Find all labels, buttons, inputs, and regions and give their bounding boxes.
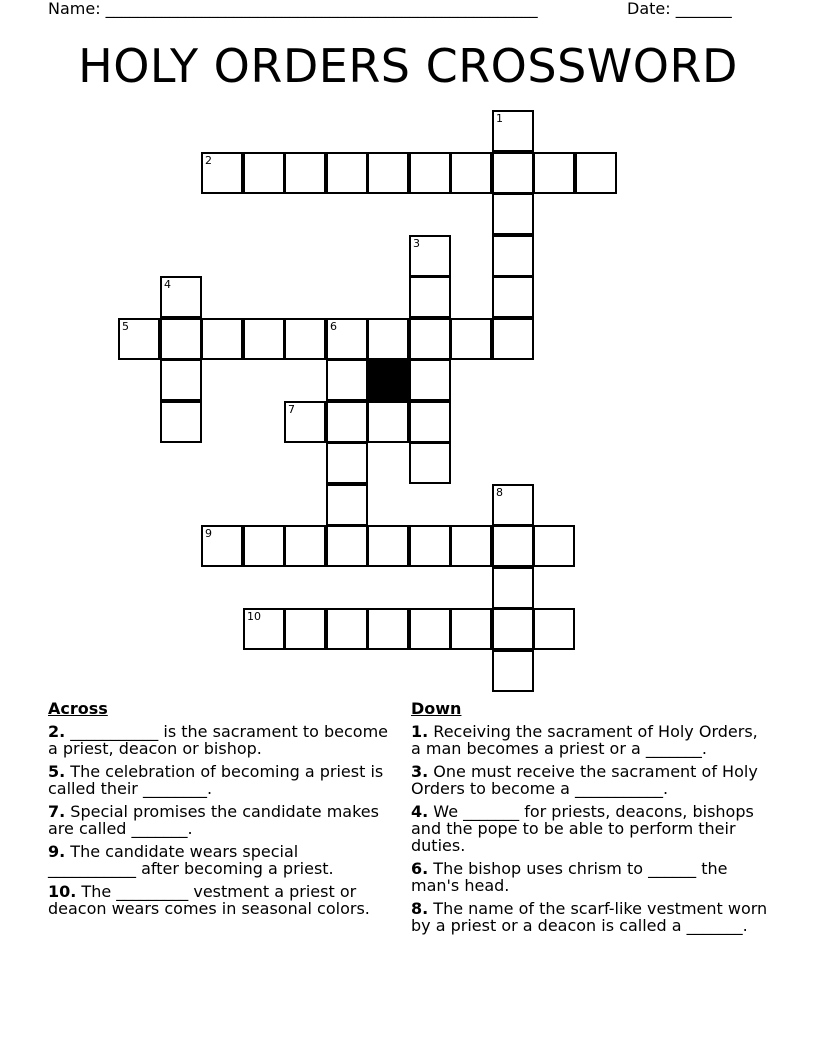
down-clue — [411, 803, 771, 854]
grid-cell[interactable] — [284, 608, 326, 650]
clue-number: 5. — [48, 762, 66, 781]
clue-text: Receiving the sacrament of Holy Orders, a man becomes a priest or a _______. — [411, 722, 758, 758]
grid-cell[interactable] — [492, 484, 534, 526]
grid-cell[interactable] — [326, 359, 368, 401]
grid-cell[interactable] — [450, 525, 492, 567]
grid-cell[interactable] — [284, 152, 326, 194]
date-field[interactable]: Date: _______ — [627, 0, 732, 18]
grid-cell[interactable] — [492, 276, 534, 318]
grid-cell[interactable] — [409, 401, 451, 443]
down-heading: Down — [411, 699, 462, 718]
grid-cell[interactable] — [326, 608, 368, 650]
clue-text: The bishop uses chrism to ______ the man's head. — [411, 859, 728, 895]
grid-cell[interactable] — [533, 152, 575, 194]
clue-number-label: 10 — [247, 610, 261, 623]
grid-cell[interactable] — [409, 608, 451, 650]
grid-cell[interactable] — [160, 318, 202, 360]
across-clues — [48, 700, 388, 923]
clue-number-label: 2 — [205, 154, 212, 167]
clue-text: Special promises the candidate makes are called _______. — [48, 802, 379, 838]
clue-text: The celebration of becoming a priest is called their ________. — [48, 762, 384, 798]
grid-cell[interactable] — [367, 608, 409, 650]
grid-cell[interactable] — [243, 608, 285, 650]
grid-cell[interactable] — [201, 152, 243, 194]
grid-cell[interactable] — [450, 318, 492, 360]
grid-cell[interactable] — [326, 318, 368, 360]
grid-cell[interactable] — [409, 318, 451, 360]
grid-cell[interactable] — [367, 152, 409, 194]
grid-cell[interactable] — [201, 525, 243, 567]
grid-cell[interactable] — [575, 152, 617, 194]
grid-cell[interactable] — [492, 567, 534, 609]
clue-text: The _________ vestment a priest or deacon wears comes in seasonal colors. — [48, 882, 370, 918]
grid-cell[interactable] — [409, 152, 451, 194]
grid-cell[interactable] — [409, 359, 451, 401]
grid-cell[interactable] — [326, 484, 368, 526]
grid-cell[interactable] — [243, 152, 285, 194]
clue-number: 3. — [411, 762, 429, 781]
page-title: HOLY ORDERS CROSSWORD — [78, 39, 738, 93]
down-clue — [411, 860, 771, 894]
grid-cell[interactable] — [533, 608, 575, 650]
across-clue — [48, 723, 388, 757]
clue-text: ___________ is the sacrament to become a priest, deacon or bishop. — [48, 722, 389, 758]
grid-cell[interactable] — [492, 110, 534, 152]
across-clue — [48, 843, 388, 877]
grid-cell[interactable] — [284, 318, 326, 360]
grid-cell[interactable] — [409, 525, 451, 567]
grid-cell[interactable] — [118, 318, 160, 360]
grid-cell[interactable] — [284, 401, 326, 443]
grid-cell[interactable] — [409, 276, 451, 318]
clue-text: The name of the scarf-like vestment worn by a priest or a deacon is called a _______. — [411, 899, 768, 935]
grid-cell[interactable] — [367, 401, 409, 443]
black-cell — [367, 359, 409, 401]
grid-cell[interactable] — [284, 525, 326, 567]
clue-number: 7. — [48, 802, 66, 821]
clue-number-label: 4 — [164, 278, 171, 291]
grid-cell[interactable] — [326, 401, 368, 443]
across-clue — [48, 803, 388, 837]
grid-cell[interactable] — [243, 525, 285, 567]
grid-cell[interactable] — [492, 650, 534, 692]
clue-number: 1. — [411, 722, 429, 741]
grid-cell[interactable] — [533, 525, 575, 567]
grid-cell[interactable] — [492, 152, 534, 194]
grid-cell[interactable] — [243, 318, 285, 360]
grid-cell[interactable] — [326, 152, 368, 194]
grid-cell[interactable] — [367, 525, 409, 567]
clue-number: 8. — [411, 899, 429, 918]
clue-number: 2. — [48, 722, 66, 741]
grid-cell[interactable] — [409, 235, 451, 277]
grid-cell[interactable] — [326, 442, 368, 484]
across-clue — [48, 763, 388, 797]
across-clue — [48, 883, 388, 917]
grid-cell[interactable] — [326, 525, 368, 567]
clue-number: 9. — [48, 842, 66, 861]
down-clue — [411, 900, 771, 934]
clue-number-label: 1 — [496, 112, 503, 125]
grid-cell[interactable] — [409, 442, 451, 484]
clue-number-label: 3 — [413, 237, 420, 250]
clue-number-label: 5 — [122, 320, 129, 333]
down-clues — [411, 700, 771, 940]
grid-cell[interactable] — [492, 525, 534, 567]
grid-cell[interactable] — [492, 193, 534, 235]
name-field[interactable]: Name: ______________________________________________________ — [48, 0, 538, 18]
down-clue — [411, 723, 771, 757]
clue-number-label: 7 — [288, 403, 295, 416]
clue-number: 4. — [411, 802, 429, 821]
clue-text: We _______ for priests, deacons, bishops and the pope to be able to perform their duties. — [411, 802, 754, 855]
across-heading: Across — [48, 699, 108, 718]
clue-number-label: 9 — [205, 527, 212, 540]
grid-cell[interactable] — [492, 608, 534, 650]
clue-number: 10. — [48, 882, 77, 901]
clue-number-label: 6 — [330, 320, 337, 333]
grid-cell[interactable] — [160, 276, 202, 318]
clue-number: 6. — [411, 859, 429, 878]
grid-cell[interactable] — [450, 152, 492, 194]
clue-number-label: 8 — [496, 486, 503, 499]
grid-cell[interactable] — [367, 318, 409, 360]
down-clue — [411, 763, 771, 797]
grid-cell[interactable] — [450, 608, 492, 650]
grid-cell[interactable] — [492, 235, 534, 277]
grid-cell[interactable] — [201, 318, 243, 360]
grid-cell[interactable] — [492, 318, 534, 360]
clue-text: The candidate wears special ___________ after becoming a priest. — [48, 842, 334, 878]
grid-cell[interactable] — [160, 401, 202, 443]
grid-cell[interactable] — [160, 359, 202, 401]
clue-text: One must receive the sacrament of Holy Orders to become a ___________. — [411, 762, 758, 798]
